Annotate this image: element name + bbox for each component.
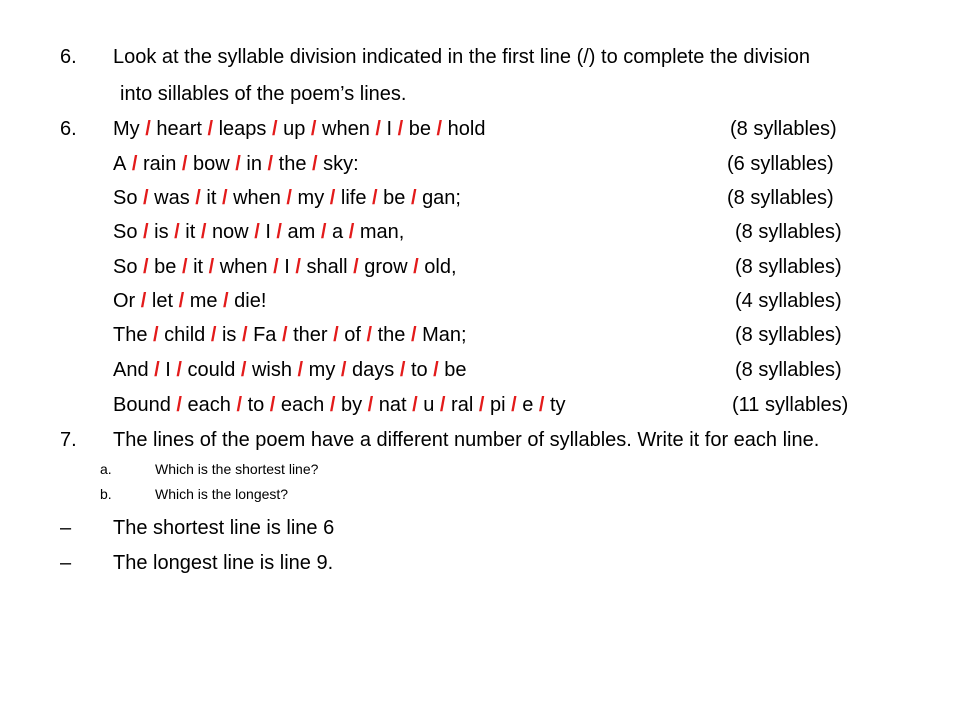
syllable: up <box>283 118 306 140</box>
syllable-divider: / <box>505 394 523 416</box>
syllable-divider: / <box>216 187 234 209</box>
syllable: leaps <box>218 118 267 140</box>
syllable-count: (8 syllables) <box>735 359 842 381</box>
syllable-divider: / <box>217 290 235 312</box>
syllable-divider: / <box>173 290 190 312</box>
syllable-divider: / <box>315 221 333 243</box>
syllable: it <box>206 187 217 209</box>
syllable-count: (8 syllables) <box>727 187 834 209</box>
syllable: sky: <box>323 153 359 175</box>
syllable-divider: / <box>230 394 248 416</box>
syllable-divider: / <box>137 187 155 209</box>
syllable: be <box>408 118 431 140</box>
syllable: a <box>332 221 344 243</box>
syllable-divider: / <box>264 394 281 416</box>
syllable-divider: / <box>306 153 324 175</box>
syllable: to <box>410 359 428 381</box>
syllable-divider: / <box>266 118 284 140</box>
syllable: my <box>297 187 325 209</box>
syllable: Fa <box>253 324 277 346</box>
syllable-divider: / <box>189 187 207 209</box>
question-7-number: 7. <box>60 429 77 451</box>
syllable: my <box>308 359 336 381</box>
syllable-divider: / <box>126 153 144 175</box>
syllable: be <box>444 359 467 381</box>
syllable: pi <box>489 394 506 416</box>
sub-question-a: Which is the shortest line? <box>155 461 319 477</box>
syllable: in <box>246 153 262 175</box>
syllable-divider: / <box>168 221 186 243</box>
syllable: by <box>340 394 363 416</box>
syllable-divider: / <box>394 359 411 381</box>
syllable: So <box>113 187 138 209</box>
syllable-count: (11 syllables) <box>732 394 849 416</box>
syllable: old, <box>424 256 457 278</box>
syllable: I <box>165 359 171 381</box>
syllable-divider: / <box>392 118 409 140</box>
syllable: be <box>383 187 406 209</box>
poem-line <box>113 323 467 347</box>
syllable-divider: / <box>430 118 448 140</box>
syllable-divider: / <box>176 153 194 175</box>
syllable-divider: / <box>362 394 379 416</box>
syllable-count: (8 syllables) <box>735 256 842 278</box>
syllable-count: (8 syllables) <box>730 118 837 140</box>
syllable: the <box>278 153 307 175</box>
syllable: days <box>352 359 395 381</box>
syllable: child <box>164 324 206 346</box>
syllable-divider: / <box>248 221 266 243</box>
syllable-divider: / <box>148 359 166 381</box>
answer-shortest: The shortest line is line 6 <box>113 517 335 539</box>
syllable-divider: / <box>347 256 365 278</box>
syllable-divider: / <box>201 118 219 140</box>
syllable: Bound <box>113 394 171 416</box>
question-6-text-line1: Look at the syllable division indicated in the first line (/) to complete the division <box>113 46 811 68</box>
syllable: wish <box>251 359 292 381</box>
syllable: e <box>522 394 534 416</box>
syllable-divider: / <box>235 359 252 381</box>
syllable-divider: / <box>324 394 341 416</box>
syllable-divider: / <box>324 187 341 209</box>
syllable-divider: / <box>229 153 247 175</box>
syllable: die! <box>234 290 267 312</box>
syllable-divider: / <box>195 221 212 243</box>
syllable: gan; <box>422 187 461 209</box>
syllable-count: (8 syllables) <box>735 221 842 243</box>
syllable-divider: / <box>276 324 294 346</box>
syllable-divider: / <box>360 324 378 346</box>
syllable-count: (8 syllables) <box>735 324 842 346</box>
syllable-divider: / <box>137 256 155 278</box>
syllable: was <box>154 187 190 209</box>
syllable: of <box>344 324 361 346</box>
syllable-divider: / <box>137 221 155 243</box>
syllable-divider: / <box>139 118 157 140</box>
syllable: to <box>247 394 265 416</box>
poem-line <box>113 393 566 417</box>
syllable: now <box>211 221 249 243</box>
syllable-divider: / <box>366 187 384 209</box>
syllable-divider: / <box>407 256 425 278</box>
syllable-divider: / <box>135 290 152 312</box>
syllable: when <box>219 256 268 278</box>
syllable: each <box>280 394 325 416</box>
syllable: am <box>287 221 316 243</box>
syllable-divider: / <box>170 359 188 381</box>
poem-line <box>113 255 457 279</box>
question-6-text-line2: into sillables of the poem’s lines. <box>120 83 407 105</box>
poem-line <box>113 289 266 313</box>
poem-line <box>113 220 404 244</box>
syllable-divider: / <box>170 394 188 416</box>
syllable: let <box>151 290 174 312</box>
syllable: could <box>187 359 236 381</box>
syllable: ther <box>293 324 328 346</box>
syllable: grow <box>364 256 408 278</box>
syllable: life <box>340 187 367 209</box>
syllable: I <box>284 256 290 278</box>
syllable-divider: / <box>262 153 279 175</box>
syllable: u <box>423 394 435 416</box>
syllable: is <box>221 324 237 346</box>
syllable-divider: / <box>176 256 194 278</box>
poem-number: 6. <box>60 118 77 140</box>
syllable-divider: / <box>406 394 424 416</box>
question-6-number: 6. <box>60 46 77 68</box>
syllable: ty <box>550 394 566 416</box>
syllable: it <box>193 256 204 278</box>
syllable-divider: / <box>427 359 445 381</box>
sub-a-label: a. <box>100 461 112 477</box>
syllable-divider: / <box>147 324 165 346</box>
syllable: heart <box>156 118 202 140</box>
syllable-divider: / <box>305 118 323 140</box>
poem-line <box>113 358 467 382</box>
syllable: I <box>265 221 271 243</box>
syllable-divider: / <box>405 187 423 209</box>
syllable: So <box>113 221 138 243</box>
answer-bullet-2: ‒ <box>60 552 72 574</box>
syllable: rain <box>143 153 177 175</box>
syllable-divider: / <box>203 256 220 278</box>
syllable-divider: / <box>270 221 288 243</box>
syllable: each <box>187 394 231 416</box>
syllable-count: (6 syllables) <box>727 153 834 175</box>
syllable: My <box>113 118 140 140</box>
syllable: man, <box>359 221 405 243</box>
syllable-divider: / <box>533 394 550 416</box>
answer-bullet-1: ‒ <box>60 517 72 539</box>
syllable-count: (4 syllables) <box>735 290 842 312</box>
syllable: shall <box>306 256 348 278</box>
syllable-divider: / <box>434 394 452 416</box>
syllable-divider: / <box>205 324 222 346</box>
syllable: ral <box>451 394 474 416</box>
syllable: nat <box>378 394 407 416</box>
sub-question-b: Which is the longest? <box>155 486 289 502</box>
syllable: when <box>233 187 281 209</box>
syllable: The <box>113 324 148 346</box>
syllable-divider: / <box>473 394 490 416</box>
syllable-divider: / <box>289 256 307 278</box>
answer-longest: The longest line is line 9. <box>113 552 334 574</box>
syllable-divider: / <box>405 324 423 346</box>
syllable: A <box>113 153 127 175</box>
syllable: bow <box>193 153 230 175</box>
syllable: the <box>377 324 406 346</box>
syllable-divider: / <box>236 324 254 346</box>
poem-line <box>113 152 359 176</box>
syllable: be <box>154 256 177 278</box>
syllable: hold <box>447 118 486 140</box>
syllable: when <box>322 118 370 140</box>
syllable: Or <box>113 290 136 312</box>
syllable-divider: / <box>327 324 345 346</box>
syllable: And <box>113 359 149 381</box>
syllable: I <box>386 118 393 140</box>
syllable-divider: / <box>267 256 285 278</box>
poem-line <box>113 117 485 141</box>
question-7-text: The lines of the poem have a different number of syllables. Write it for each line. <box>113 429 820 451</box>
syllable-divider: / <box>369 118 387 140</box>
poem-line <box>113 186 461 210</box>
syllable: me <box>189 290 218 312</box>
syllable: Man; <box>422 324 467 346</box>
syllable: is <box>154 221 169 243</box>
syllable: So <box>113 256 138 278</box>
syllable-divider: / <box>292 359 309 381</box>
syllable-divider: / <box>343 221 360 243</box>
syllable: it <box>185 221 196 243</box>
syllable-divider: / <box>335 359 353 381</box>
sub-b-label: b. <box>100 486 112 502</box>
syllable-divider: / <box>280 187 298 209</box>
